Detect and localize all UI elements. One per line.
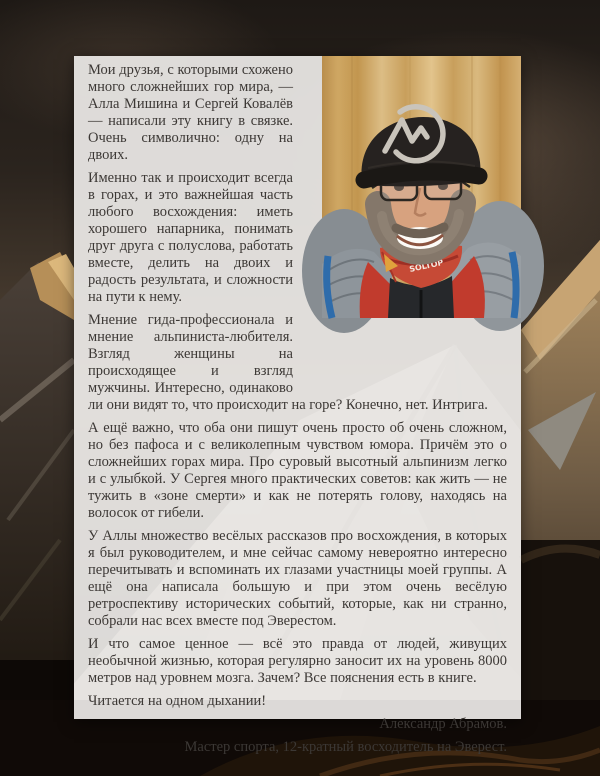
testimonial-paragraph-1: Мои друзья, с которыми схожено много сложнейших гор мира, — Алла Мишина и Сергей Ковалёв — написали эту книгу в связке. Очень символично: одну на двоих.	[88, 62, 293, 163]
testimonial-paragraph-6: И что самое ценное — всё это правда от людей, живущих необычной жизнью, которая регулярно заносит их на уровень 8000 метров над уровнем мозга. Зачем? Все пояснения есть в книге.	[88, 636, 507, 686]
testimonial-card	[74, 56, 521, 755]
author-photo	[322, 56, 521, 318]
testimonial-paragraph-5: У Аллы множество весёлых рассказов про восхождения, в которых я был руководителем, и мне сейчас самому невероятно интересно перечитывать и вспоминать их глазами участницы моей группы. А ещё она написала большую и при этом очень весёлую ретроспективу исторических событий, которые, как ни странно, собрали нас всех вместе под Эверестом.	[88, 528, 507, 629]
testimonial-paragraph-7: Читается на одном дыхании!	[88, 693, 267, 709]
signature-name: Александр Абрамов.	[379, 716, 507, 732]
svg-text:SOLTOP: SOLTOP	[408, 257, 445, 274]
testimonial-paragraph-4: А ещё важно, что оба они пишут очень просто об очень сложном, но без пафоса и с великолепным чувством юмора. Причём это о сложнейших горах мира. Про суровый высотный альпинизм легко и с улыбкой. У Сергея много практических советов: как жить — не тужить в «зоне смерти» и как не потерять голову, находясь на волосок от гибели.	[88, 420, 507, 521]
testimonial-paragraph-2: Именно так и происходит всегда в горах, и это важнейшая часть любого восхождения: иметь хорошего напарника, понимать друг друга с полуслова, работать вместе, делить на двоих и радость результата, и сложности на пути к нему.	[88, 170, 293, 305]
mountain-left	[0, 252, 74, 776]
testimonial-paragraph-3: Мнение гида-профессионала и мнение альпиниста-любителя. Взгляд женщины на происходящее и взгляд мужчины. Интересно, одинаково ли они видят то, что происходит на горе? Конечно, нет. Интрига.	[88, 312, 488, 413]
signature-title: Мастер спорта, 12-кратный восходитель на Эверест.	[184, 739, 507, 755]
author-photo-area	[307, 56, 521, 382]
mountain-right	[521, 240, 600, 776]
